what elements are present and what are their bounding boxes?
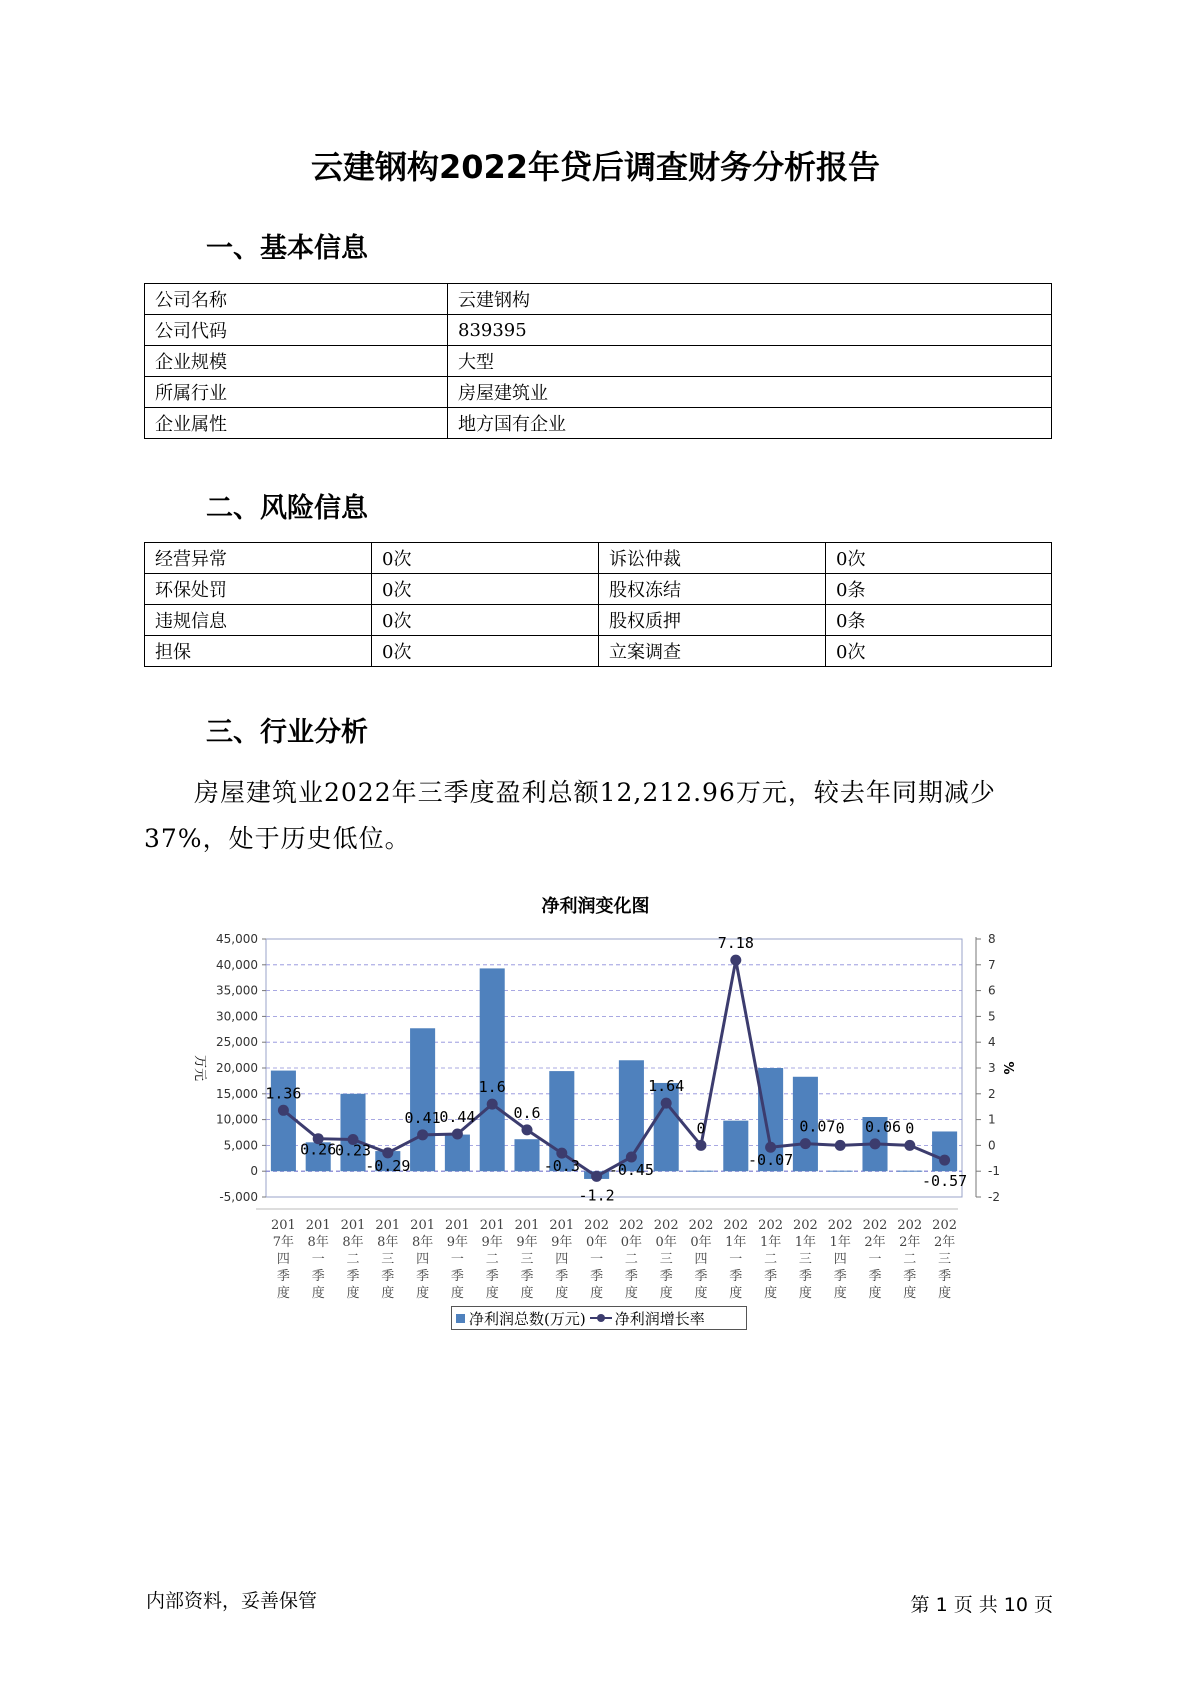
x-tick-label: 202 <box>653 1218 679 1233</box>
x-tick-label: 季 <box>311 1269 325 1284</box>
y-tick-label: -5,000 <box>219 1190 258 1204</box>
risk-info-cell: 0条 <box>826 574 1052 605</box>
growth-rate-data-label: 0 <box>835 1119 845 1138</box>
x-tick-label: 四 <box>555 1252 569 1267</box>
x-tick-label: 四 <box>416 1252 430 1267</box>
x-tick-label: 202 <box>792 1218 818 1233</box>
x-tick-label: 三 <box>938 1252 952 1267</box>
x-tick-label: 季 <box>381 1269 395 1284</box>
x-tick-label: 季 <box>694 1269 708 1284</box>
y-tick-label: 40,000 <box>216 957 258 972</box>
growth-rate-data-label: 0 <box>905 1119 915 1138</box>
y-tick-label: 0 <box>250 1164 258 1179</box>
x-tick-label: 度 <box>555 1286 569 1301</box>
legend-line-swatch <box>590 1313 612 1323</box>
x-tick-label: 季 <box>903 1269 917 1284</box>
footer-page-number: 第 1 页 共 10 页 <box>910 1594 1053 1616</box>
x-tick-label: 季 <box>833 1269 847 1284</box>
growth-rate-point <box>939 1155 950 1166</box>
x-tick-label: 9年 <box>481 1235 503 1250</box>
x-tick-label: 7年 <box>272 1235 295 1250</box>
x-tick-label: 度 <box>729 1286 743 1301</box>
growth-rate-point <box>591 1171 602 1182</box>
growth-rate-point <box>522 1124 533 1135</box>
risk-info-cell: 0次 <box>372 574 599 605</box>
bar-net-profit <box>445 1135 470 1172</box>
x-tick-label: 202 <box>688 1218 714 1233</box>
y2-tick-label: 6 <box>988 983 996 998</box>
x-tick-label: 202 <box>723 1218 749 1233</box>
x-tick-label: 1年 <box>794 1235 817 1250</box>
growth-rate-data-label: 0.44 <box>439 1108 476 1127</box>
x-tick-label: 201 <box>340 1218 366 1233</box>
x-tick-label: 9年 <box>516 1235 538 1250</box>
x-tick-label: 一 <box>729 1252 743 1267</box>
risk-info-cell: 诉讼仲裁 <box>599 543 826 574</box>
growth-rate-data-label: -0.45 <box>608 1161 654 1180</box>
risk-info-cell: 违规信息 <box>145 605 372 636</box>
growth-rate-data-label: 1.6 <box>478 1078 506 1097</box>
growth-rate-data-label: -0.3 <box>543 1157 580 1176</box>
growth-rate-data-label: 0.26 <box>300 1140 337 1159</box>
growth-rate-data-label: -0.07 <box>748 1151 794 1170</box>
risk-info-cell: 立案调查 <box>599 636 826 667</box>
x-tick-label: 0年 <box>620 1235 643 1250</box>
x-tick-label: 三 <box>798 1252 812 1267</box>
legend-line-label: 净利润增长率 <box>614 1309 705 1328</box>
growth-rate-point <box>870 1138 881 1149</box>
basic-info-cell: 大型 <box>448 346 1052 377</box>
y2-tick-label: -1 <box>988 1164 1000 1179</box>
x-tick-label: 度 <box>624 1286 638 1301</box>
y2-tick-label: 0 <box>988 1138 996 1153</box>
growth-rate-data-label: 1.36 <box>265 1084 302 1103</box>
x-tick-label: 二 <box>764 1252 778 1267</box>
x-tick-label: 度 <box>659 1286 673 1301</box>
y2-tick-label: 7 <box>988 957 996 972</box>
y2-tick-label: 4 <box>988 1035 996 1050</box>
x-tick-label: 度 <box>311 1286 325 1301</box>
x-tick-label: 季 <box>276 1269 290 1284</box>
risk-info-cell: 环保处罚 <box>145 574 372 605</box>
y-axis-title: 万元 <box>192 1054 207 1082</box>
x-tick-label: 度 <box>938 1286 952 1301</box>
x-tick-label: 9年 <box>446 1235 469 1250</box>
report-title: 云建钢构2022年贷后调查财务分析报告 <box>310 148 881 186</box>
risk-info-cell: 担保 <box>145 636 372 667</box>
y2-tick-label: 3 <box>988 1061 996 1075</box>
risk-info-cell: 0次 <box>826 543 1052 574</box>
risk-info-cell: 0次 <box>372 605 599 636</box>
basic-info-cell: 云建钢构 <box>448 284 1052 315</box>
y2-tick-label: 5 <box>988 1009 996 1024</box>
section-heading-basic-info: 一、基本信息 <box>206 233 368 264</box>
x-tick-label: 一 <box>590 1252 604 1267</box>
basic-info-cell: 839395 <box>448 315 1052 346</box>
risk-info-cell: 0次 <box>372 543 599 574</box>
section-heading-industry: 三、行业分析 <box>206 717 368 748</box>
basic-info-cell: 所属行业 <box>145 377 448 408</box>
x-tick-label: 度 <box>833 1286 847 1301</box>
risk-info-cell: 经营异常 <box>145 543 372 574</box>
x-tick-label: 201 <box>410 1218 436 1233</box>
growth-rate-data-label: 0.23 <box>334 1141 372 1160</box>
x-tick-label: 季 <box>764 1269 778 1284</box>
growth-rate-point <box>800 1138 811 1149</box>
x-tick-label: 季 <box>450 1269 464 1284</box>
bar-net-profit <box>480 968 505 1171</box>
x-tick-label: 度 <box>590 1286 604 1301</box>
x-tick-label: 202 <box>897 1218 923 1233</box>
growth-rate-data-label: 0.07 <box>799 1117 836 1136</box>
x-tick-label: 季 <box>520 1269 534 1284</box>
x-tick-label: 202 <box>758 1218 784 1233</box>
x-tick-label: 2年 <box>933 1235 956 1250</box>
y-tick-label: 35,000 <box>216 983 258 998</box>
x-tick-label: 度 <box>520 1286 534 1301</box>
x-tick-label: 季 <box>555 1269 569 1284</box>
bar-net-profit <box>654 1083 679 1171</box>
industry-analysis-text: 房屋建筑业2022年三季度盈利总额12,212.96万元，较去年同期减少37%，处于历史低位。 <box>144 778 996 853</box>
x-tick-label: 一 <box>450 1252 464 1267</box>
y2-axis-title: % <box>1000 1061 1015 1075</box>
x-tick-label: 三 <box>381 1252 395 1267</box>
footer-confidential-note: 内部资料，妥善保管 <box>146 1590 318 1612</box>
growth-rate-data-label: 0.6 <box>513 1103 541 1122</box>
chart-legend <box>451 1306 747 1330</box>
x-tick-label: 度 <box>450 1286 464 1301</box>
x-tick-label: 202 <box>932 1218 958 1233</box>
x-tick-label: 度 <box>694 1286 708 1301</box>
x-tick-label: 度 <box>381 1286 395 1301</box>
x-tick-label: 季 <box>659 1269 673 1284</box>
x-tick-label: 三 <box>659 1252 673 1267</box>
growth-rate-point <box>278 1105 289 1116</box>
x-tick-label: 一 <box>868 1252 882 1267</box>
x-tick-label: 201 <box>479 1218 505 1233</box>
x-tick-label: 季 <box>346 1269 360 1284</box>
y-tick-label: 10,000 <box>216 1112 258 1127</box>
basic-info-cell: 房屋建筑业 <box>448 377 1052 408</box>
y2-tick-label: -2 <box>988 1190 1000 1204</box>
x-tick-label: 201 <box>444 1218 470 1233</box>
growth-rate-point <box>904 1140 915 1151</box>
x-tick-label: 202 <box>618 1218 644 1233</box>
bar-net-profit <box>723 1121 748 1172</box>
bar-net-profit <box>340 1094 365 1171</box>
x-tick-label: 四 <box>694 1252 708 1267</box>
section-heading-risk-info: 二、风险信息 <box>206 493 368 524</box>
x-tick-label: 201 <box>375 1218 401 1233</box>
y-tick-label: 20,000 <box>216 1061 258 1075</box>
y-tick-label: 25,000 <box>216 1035 258 1050</box>
growth-rate-data-label: 0 <box>696 1119 706 1138</box>
growth-rate-point <box>452 1129 463 1140</box>
growth-rate-point <box>417 1129 428 1140</box>
growth-rate-point <box>696 1140 707 1151</box>
legend-bar-label: 净利润总数(万元) <box>469 1309 586 1328</box>
risk-info-cell: 股权冻结 <box>599 574 826 605</box>
x-tick-label: 201 <box>514 1218 540 1233</box>
x-tick-label: 202 <box>862 1218 888 1233</box>
y-tick-label: 15,000 <box>216 1086 258 1101</box>
x-tick-label: 1年 <box>759 1235 782 1250</box>
x-tick-label: 三 <box>520 1252 534 1267</box>
x-tick-label: 201 <box>305 1218 331 1233</box>
x-tick-label: 度 <box>764 1286 778 1301</box>
risk-info-cell: 0次 <box>826 636 1052 667</box>
x-tick-label: 季 <box>868 1269 882 1284</box>
x-tick-label: 2年 <box>864 1235 886 1250</box>
y2-tick-label: 2 <box>988 1086 996 1101</box>
x-tick-label: 8年 <box>377 1235 399 1250</box>
bar-net-profit <box>688 1171 713 1172</box>
basic-info-cell: 企业属性 <box>145 408 448 439</box>
bar-net-profit <box>514 1139 539 1171</box>
x-tick-label: 度 <box>416 1286 430 1301</box>
x-tick-label: 201 <box>270 1218 296 1233</box>
risk-info-cell: 0次 <box>372 636 599 667</box>
basic-info-cell: 地方国有企业 <box>448 408 1052 439</box>
growth-rate-point <box>661 1098 672 1109</box>
x-tick-label: 1年 <box>829 1235 851 1250</box>
chart-title: 净利润变化图 <box>541 896 650 917</box>
x-tick-label: 度 <box>485 1286 499 1301</box>
y-tick-label: 45,000 <box>216 932 258 946</box>
x-tick-label: 0年 <box>585 1235 608 1250</box>
x-tick-label: 度 <box>798 1286 812 1301</box>
x-tick-label: 8年 <box>307 1235 329 1250</box>
y2-tick-label: 8 <box>988 932 996 946</box>
y2-tick-label: 1 <box>988 1112 996 1127</box>
x-tick-label: 8年 <box>342 1235 364 1250</box>
x-tick-label: 9年 <box>551 1235 573 1250</box>
y-tick-label: 30,000 <box>216 1009 258 1024</box>
growth-rate-data-label: 0.41 <box>404 1108 441 1127</box>
basic-info-cell: 公司名称 <box>145 284 448 315</box>
growth-rate-data-label: 0.06 <box>864 1117 902 1136</box>
x-tick-label: 四 <box>276 1252 290 1267</box>
x-tick-label: 0年 <box>690 1235 712 1250</box>
x-tick-label: 0年 <box>655 1235 677 1250</box>
risk-info-cell: 股权质押 <box>599 605 826 636</box>
growth-rate-point <box>730 955 741 966</box>
x-tick-label: 季 <box>798 1269 812 1284</box>
x-tick-label: 度 <box>868 1286 882 1301</box>
bar-net-profit <box>828 1171 853 1172</box>
x-tick-label: 季 <box>938 1269 952 1284</box>
x-tick-label: 季 <box>729 1269 743 1284</box>
x-tick-label: 二 <box>485 1252 499 1267</box>
growth-rate-data-label: -1.2 <box>578 1186 615 1205</box>
x-tick-label: 一 <box>311 1252 325 1267</box>
growth-rate-data-label: 1.64 <box>648 1077 685 1096</box>
x-tick-label: 季 <box>485 1269 499 1284</box>
x-tick-label: 201 <box>549 1218 575 1233</box>
x-tick-label: 1年 <box>725 1235 747 1250</box>
growth-rate-data-label: -0.57 <box>922 1172 968 1191</box>
growth-rate-point <box>835 1140 846 1151</box>
x-tick-label: 度 <box>276 1286 290 1301</box>
x-tick-label: 四 <box>833 1252 847 1267</box>
x-tick-label: 度 <box>903 1286 917 1301</box>
growth-rate-data-label: -0.29 <box>365 1156 411 1175</box>
x-tick-label: 2年 <box>899 1235 921 1250</box>
x-tick-label: 度 <box>346 1286 360 1301</box>
basic-info-cell: 企业规模 <box>145 346 448 377</box>
x-tick-label: 8年 <box>411 1235 434 1250</box>
x-tick-label: 季 <box>590 1269 604 1284</box>
basic-info-cell: 公司代码 <box>145 315 448 346</box>
x-tick-label: 二 <box>346 1252 360 1267</box>
bar-net-profit <box>410 1028 435 1171</box>
x-tick-label: 202 <box>584 1218 610 1233</box>
x-tick-label: 202 <box>827 1218 853 1233</box>
x-tick-label: 二 <box>624 1252 638 1267</box>
x-tick-label: 二 <box>903 1252 917 1267</box>
x-tick-label: 季 <box>416 1269 430 1284</box>
y-tick-label: 5,000 <box>223 1138 258 1153</box>
growth-rate-point <box>487 1099 498 1110</box>
bar-net-profit <box>897 1171 922 1172</box>
growth-rate-data-label: 7.18 <box>717 934 754 953</box>
risk-info-cell: 0条 <box>826 605 1052 636</box>
x-tick-label: 季 <box>624 1269 638 1284</box>
legend-bar-swatch <box>456 1314 465 1323</box>
